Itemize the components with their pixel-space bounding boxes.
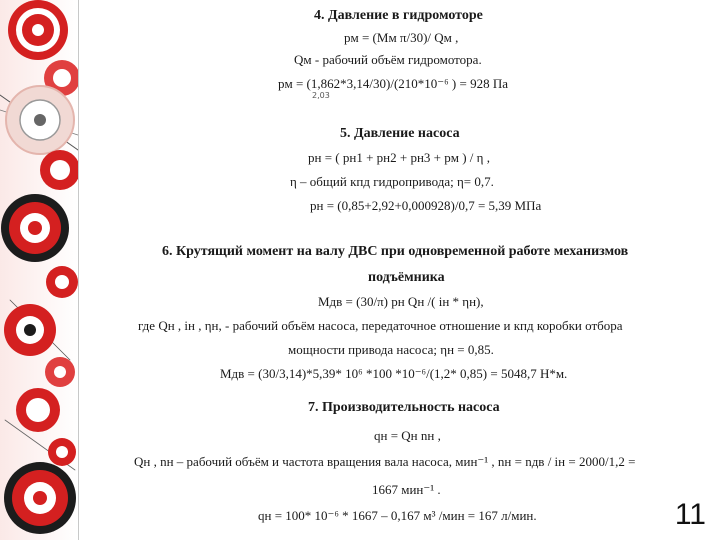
sec5-title: 5. Давление насоса xyxy=(340,126,460,141)
sec7-calculation: qн = 100* 10⁻⁶ * 1667 – 0,167 м³ /мин = 167 л/мин. xyxy=(258,508,537,523)
sec6-definition-line1: где Qн , iн , ηн, - рабочий объём насоса, передаточное отношение и кпд коробки отбора xyxy=(138,318,623,333)
sec7-value: 1667 мин⁻¹ . xyxy=(372,482,441,497)
sec5-calculation: pн = (0,85+2,92+0,000928)/0,7 = 5,39 МПа xyxy=(310,198,542,213)
sec7-definition: Qн , nн – рабочий объём и частота вращения вала насоса, мин⁻¹ , nн = nдв / iн = 2000/1,2 = xyxy=(134,454,636,469)
sec6-formula: Mдв = (30/π) pн Qн /( iн * ηн), xyxy=(318,294,484,309)
sec6-calculation: Mдв = (30/3,14)*5,39* 10⁶ *100 *10⁻⁶/(1,2* 0,85) = 5048,7 Н*м. xyxy=(220,366,568,381)
sec4-calculation: pм = (1,862*3,14/30)/(210*10⁻⁶ ) = 928 Па xyxy=(278,76,508,91)
sec4-title: 4. Давление в гидромоторе xyxy=(314,8,483,23)
sec4-definition: Qм - рабочий объём гидромотора. xyxy=(294,52,482,67)
sec4-formula: pм = (Mм π/30)/ Qм , xyxy=(344,30,459,45)
sec6-title-line2: подъёмника xyxy=(368,270,445,285)
sec5-formula: pн = ( pн1 + pн2 + pн3 + pм ) / η , xyxy=(308,150,490,165)
divider-line xyxy=(78,0,79,540)
sec5-definition: η – общий кпд гидропривода; η= 0,7. xyxy=(290,174,494,189)
handwritten-note: 2,03 xyxy=(312,91,330,100)
gear-decoration-icon xyxy=(0,0,78,540)
sec7-title: 7. Производительность насоса xyxy=(308,400,500,415)
decorative-gear-strip xyxy=(0,0,78,540)
sec7-formula: qн = Qн nн , xyxy=(374,428,441,443)
sec6-definition-line2: мощности привода насоса; ηн = 0,85. xyxy=(288,342,494,357)
document-page xyxy=(82,0,718,540)
page-number: 11 xyxy=(674,498,706,531)
sec6-title-line1: 6. Крутящий момент на валу ДВС при одновременной работе механизмов xyxy=(162,244,629,259)
